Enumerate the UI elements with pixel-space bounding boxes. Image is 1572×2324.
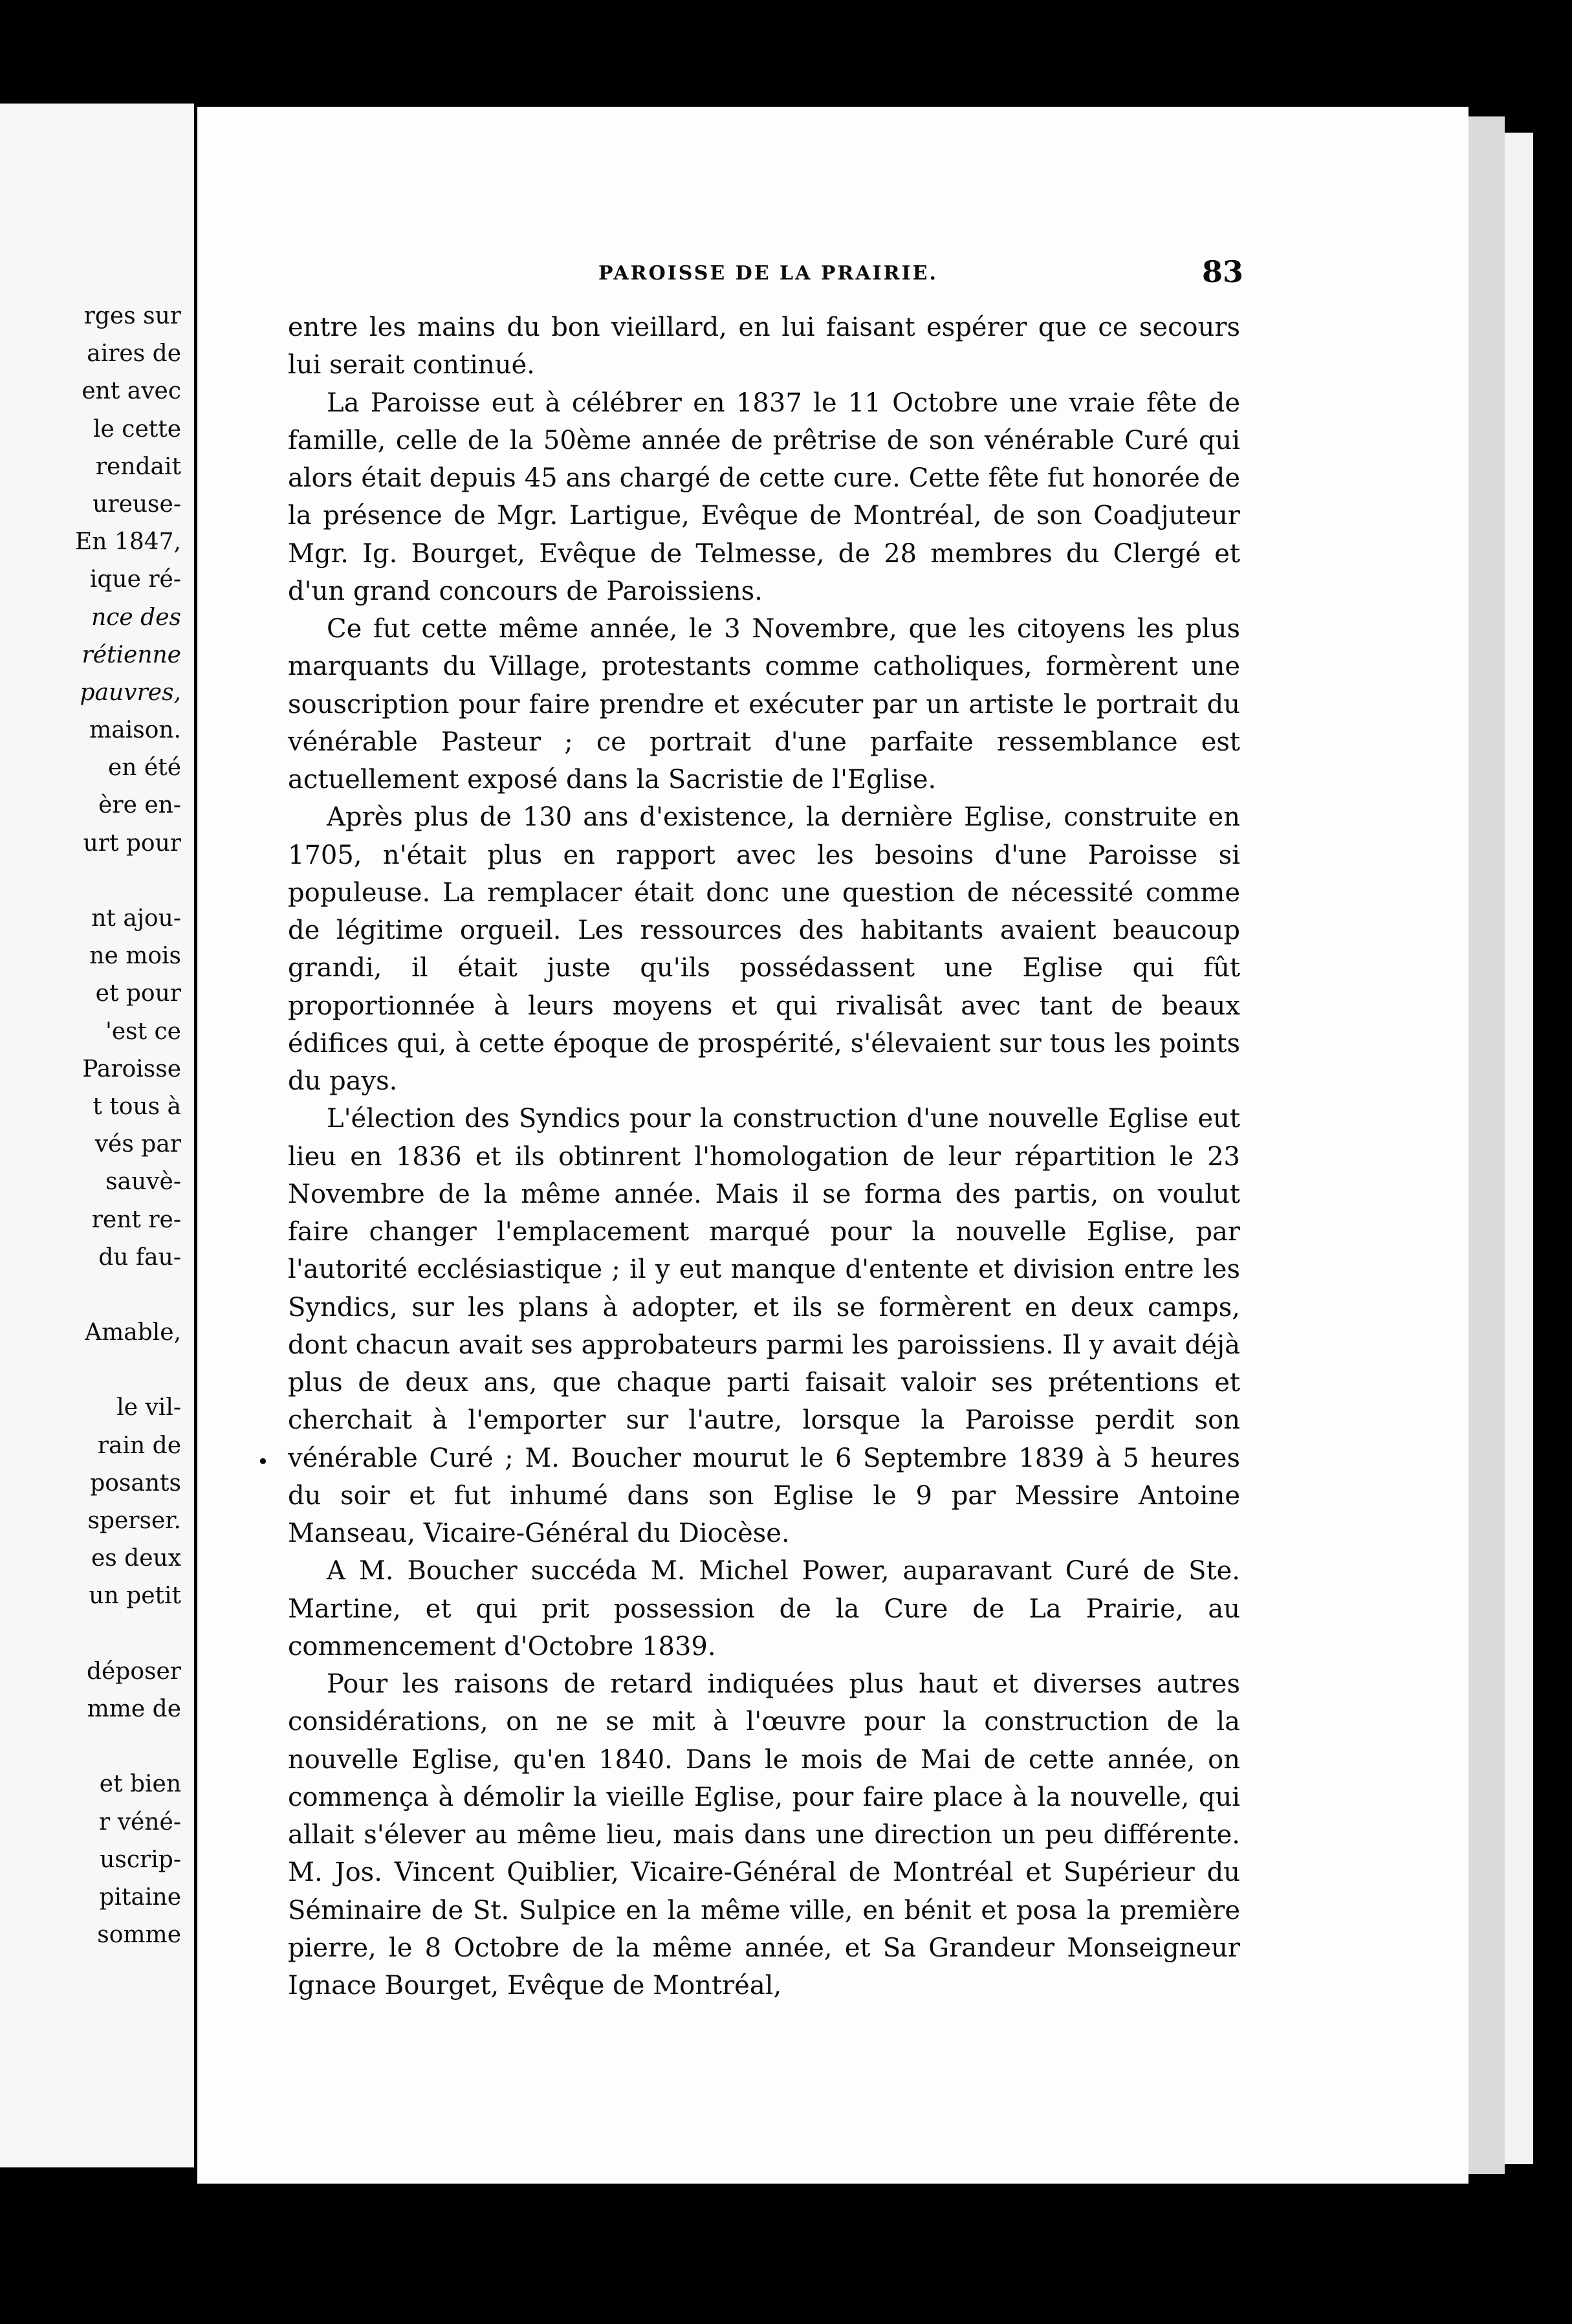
left-line: 'est ce <box>105 1018 181 1045</box>
left-line: aires de <box>87 340 181 367</box>
running-head: PAROISSE DE LA PRAIRIE. <box>598 262 938 285</box>
left-line: ique ré- <box>89 566 181 593</box>
page-edge <box>1468 116 1505 2174</box>
left-line: vés par <box>94 1131 181 1158</box>
left-line: rendait <box>95 453 181 480</box>
left-line: pauvres, <box>80 679 181 706</box>
left-line: déposer <box>86 1658 181 1685</box>
left-line: rges sur <box>83 303 181 329</box>
left-line: un petit <box>89 1583 181 1610</box>
facing-left-page <box>0 104 194 2167</box>
left-line: ère en- <box>98 792 181 819</box>
book-page <box>197 107 1468 2184</box>
left-line: sauvè- <box>105 1168 181 1196</box>
left-line: nt ajou- <box>91 905 181 932</box>
left-line: nce des <box>91 604 181 631</box>
left-line: posants <box>90 1469 181 1496</box>
paragraph: Après plus de 130 ans d'existence, la dernière Eglise, construite en 1705, n'était plus en rapport avec les besoins d'une Paroisse si populeuse. La remplacer était donc une question de nécessité comme de légitime orgueil. Les ressources des habitants avaient beaucoup grandi, il était juste qu'ils possédassent une Eglise qui fût proportionnée à leurs moyens et qui rivalisât avec tant de beaux édifices qui, à cette époque de prospérité, s'élevaient sur tous les points du pays. <box>288 802 1240 1096</box>
left-line: En 1847, <box>75 529 181 556</box>
left-line: et pour <box>95 980 181 1007</box>
left-line: uscrip- <box>100 1846 181 1873</box>
left-line: du fau- <box>98 1244 181 1271</box>
paragraph: entre les mains du bon vieillard, en lui faisant espérer que ce secours lui serait continué. <box>288 312 1240 380</box>
left-line: Amable, <box>85 1319 181 1346</box>
left-line: pitaine <box>99 1883 181 1911</box>
left-line: rétienne <box>82 641 181 668</box>
left-line: Paroisse <box>82 1055 181 1082</box>
left-line: t tous à <box>93 1093 181 1120</box>
page-number: 83 <box>1202 254 1244 289</box>
left-line: rain de <box>97 1432 181 1459</box>
left-line: maison. <box>89 717 181 744</box>
paragraph: Ce fut cette même année, le 3 Novembre, que les citoyens les plus marquants du Village, protestants comme catholiques, formèrent une souscription pour faire prendre et exécuter par un artiste le portrait du vénérable Pasteur ; ce portrait d'une parfaite ressemblance est actuellement exposé dans la Sacristie de l'Eglise. <box>288 614 1240 795</box>
paragraph: A M. Boucher succéda M. Michel Power, auparavant Curé de Ste. Martine, et qui prit possession de la Cure de La Prairie, au commencement d'Octobre 1839. <box>288 1556 1240 1661</box>
left-line: le vil- <box>116 1394 181 1421</box>
page-header <box>197 254 1468 293</box>
left-line: le cette <box>93 415 181 443</box>
left-line: mme de <box>87 1695 181 1722</box>
paragraph: L'élection des Syndics pour la construction d'une nouvelle Eglise eut lieu en 1836 et ils obtinrent l'homologation de leur répartition le 23 Novembre de la même année. Mais il se forma des partis, on voulut faire changer l'emplacement marqué pour la nouvelle Eglise, par l'autorité ecclésiastique ; il y eut manque d'entente et division entre les Syndics, sur les plans à adopter, et ils se formèrent en deux camps, dont chacun avait ses approbateurs parmi les paroissiens. Il y avait déjà plus de deux ans, que chaque parti faisait valoir ses prétentions et cherchait à l'emporter sur l'autre, lorsque la Paroisse perdit son vénérable Curé ; M. Boucher mourut le 6 Septembre 1839 à 5 heures du soir et fut inhumé dans son Eglise le 9 par Messire Antoine Manseau, Vicaire-Général du Diocèse. <box>288 1104 1240 1548</box>
left-line: urt pour <box>83 829 181 857</box>
left-line <box>75 1616 181 1653</box>
left-line: ne mois <box>89 943 181 970</box>
left-line: r véné- <box>99 1808 181 1836</box>
left-line <box>75 1728 181 1766</box>
left-line: somme <box>97 1922 181 1949</box>
left-line: ureuse- <box>93 490 181 518</box>
paragraph: Pour les raisons de retard indiquées plus haut et diverses autres considérations, on ne se mit à l'œuvre pour la construction de la nouvelle Eglise, qu'en 1840. Dans le mois de Mai de cette année, on commença à démolir la vieille Eglise, pour faire place à la nouvelle, qui allait s'élever au même lieu, mais dans une direction un peu différente. M. Jos. Vincent Quiblier, Vicaire-Général de Montréal et Supérieur du Séminaire de St. Sulpice en la même ville, en bénit et posa la première pierre, le 8 Octobre de la même année, et Sa Grandeur Monseigneur Ignace Bourget, Evêque de Montréal, <box>288 1669 1240 2001</box>
body-text <box>288 309 1240 2004</box>
page-edge <box>1505 133 1533 2164</box>
left-line <box>75 1277 181 1314</box>
margin-mark: • <box>257 1449 269 1474</box>
left-line: en été <box>107 754 181 782</box>
left-line <box>75 862 181 900</box>
left-line <box>75 1352 181 1389</box>
left-line: es deux <box>91 1545 181 1572</box>
left-line: et bien <box>99 1771 181 1798</box>
paragraph: La Paroisse eut à célébrer en 1837 le 11 Octobre une vraie fête de famille, celle de la 50ème année de prêtrise de son vénérable Curé qui alors était depuis 45 ans chargé de cette cure. Cette fête fut honorée de la présence de Mgr. Lartigue, Evêque de Montréal, de son Coadjuteur Mgr. Ig. Bourget, Evêque de Telmesse, de 28 membres du Clergé et d'un grand concours de Paroissiens. <box>288 388 1240 606</box>
left-page-text <box>75 298 181 1954</box>
left-line: ent avec <box>82 378 181 405</box>
left-line: rent re- <box>91 1206 181 1233</box>
left-line: sperser. <box>87 1507 181 1534</box>
